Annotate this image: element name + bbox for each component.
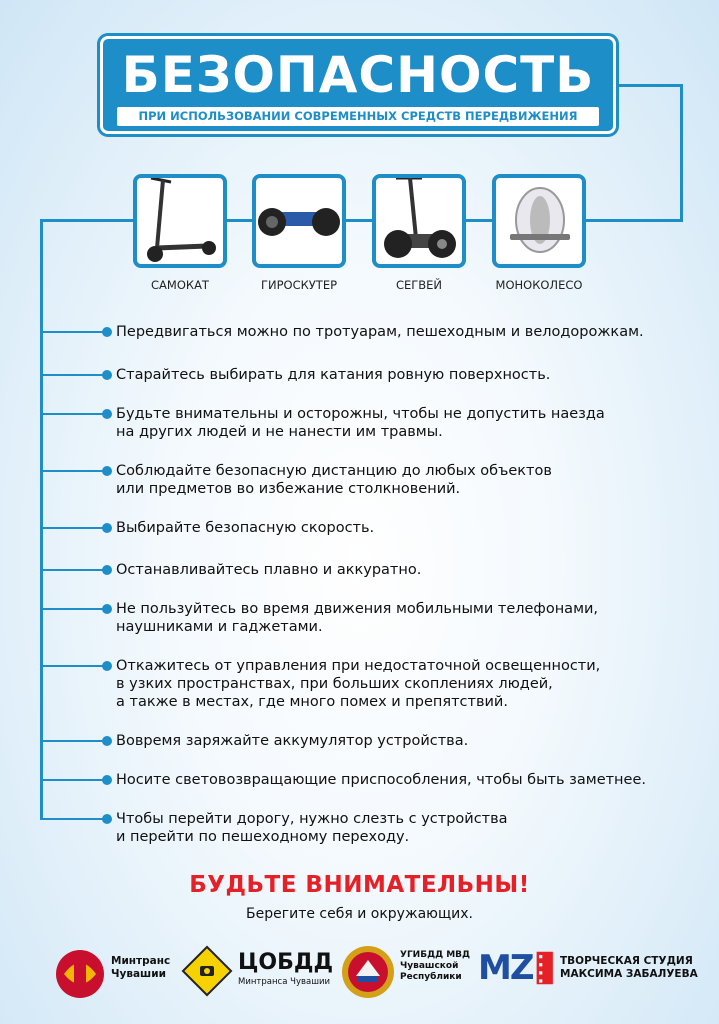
rule-bullet (102, 565, 112, 575)
rule-bullet (102, 409, 112, 419)
rule-item: Выбирайте безопасную скорость. (116, 520, 375, 536)
rule-connector (40, 779, 104, 781)
rule-item: Останавливайтесь плавно и аккуратно. (116, 562, 422, 578)
scooter-icon (137, 178, 223, 264)
cta-title: БУДЬТЕ ВНИМАТЕЛЬНЫ! (189, 872, 530, 898)
rule-bullet (102, 775, 112, 785)
studio-film-icon (535, 948, 555, 988)
cobdd-title: ЦОБДД (238, 950, 334, 975)
rule-item: Передвигаться можно по тротуарам, пешеходным и велодорожкам. (116, 324, 644, 340)
rule-bullet (102, 814, 112, 824)
rule-connector (40, 470, 104, 472)
vehicle-label: СЕГВЕЙ (395, 278, 443, 292)
segway-icon (376, 178, 462, 264)
rule-item: Соблюдайте безопасную дистанцию до любых объектов или предметов во избежание столкновений. (116, 463, 552, 497)
ugibdd-logo-text: УГИБДД МВД Чувашской Республики (400, 950, 471, 982)
vehicle-card-segway (372, 174, 466, 268)
rule-item: Старайтесь выбирать для катания ровную поверхность. (116, 367, 551, 383)
rule-item: Вовремя заряжайте аккумулятор устройства. (116, 733, 469, 749)
connector-left-vertical (40, 219, 43, 819)
vehicle-card-scooter (133, 174, 227, 268)
vehicle-label: МОНОКОЛЕСО (495, 278, 583, 292)
rule-connector (40, 569, 104, 571)
rule-item: Носите световозвращающие приспособления, чтобы быть заметнее. (116, 772, 646, 788)
rule-item: Откажитесь от управления при недостаточной освещенности, в узких пространствах, при больших скоплениях людей, а также в местах, где много помех и препятствий. (116, 658, 601, 710)
rule-connector (40, 818, 104, 820)
monowheel-icon (496, 178, 582, 264)
rule-bullet (102, 604, 112, 614)
rule-item: Не пользуйтесь во время движения мобильными телефонами, наушниками и гаджетами. (116, 601, 599, 635)
rule-bullet (102, 736, 112, 746)
rule-connector (40, 331, 104, 333)
page-title: БЕЗОПАСНОСТЬ (121, 46, 595, 104)
rule-connector (40, 665, 104, 667)
mintrans-logo-text: Минтранс Чувашии (111, 955, 171, 980)
vehicle-label: ГИРОСКУТЕР (260, 278, 338, 292)
rule-bullet (102, 327, 112, 337)
rule-connector (40, 413, 104, 415)
rule-item: Будьте внимательны и осторожны, чтобы не допустить наезда на других людей и не нанести им травмы. (116, 406, 605, 440)
rule-connector (40, 608, 104, 610)
connector-right-top (616, 84, 682, 87)
vehicle-card-hoverboard (252, 174, 346, 268)
cobdd-subtitle: Минтранса Чувашии (238, 977, 331, 987)
chuvashia-emblem-icon (52, 944, 108, 1000)
header-banner (100, 36, 616, 134)
rule-bullet (102, 661, 112, 671)
cobdd-sign-icon (180, 944, 234, 998)
studio-mark (478, 948, 554, 988)
rule-item: Чтобы перейти дорогу, нужно слезть с устройства и перейти по пешеходному переходу. (116, 811, 508, 845)
rule-connector (40, 740, 104, 742)
hoverboard-icon (256, 178, 342, 264)
vehicle-list (0, 172, 719, 302)
rule-connector (40, 527, 104, 529)
vehicle-label: САМОКАТ (151, 278, 209, 292)
rule-bullet (102, 370, 112, 380)
studio-mark-text: MZ (478, 948, 533, 988)
rule-connector (40, 374, 104, 376)
cta-subtitle: Берегите себя и окружающих. (246, 906, 473, 922)
ugibdd-emblem-icon (340, 942, 396, 1000)
vehicle-card-monowheel (492, 174, 586, 268)
page-subtitle: ПРИ ИСПОЛЬЗОВАНИИ СОВРЕМЕННЫХ СРЕДСТВ ПЕРЕДВИЖЕНИЯ (117, 107, 599, 126)
studio-logo-text: ТВОРЧЕСКАЯ СТУДИЯ МАКСИМА ЗАБАЛУЕВА (560, 955, 698, 980)
rule-bullet (102, 523, 112, 533)
rule-bullet (102, 466, 112, 476)
